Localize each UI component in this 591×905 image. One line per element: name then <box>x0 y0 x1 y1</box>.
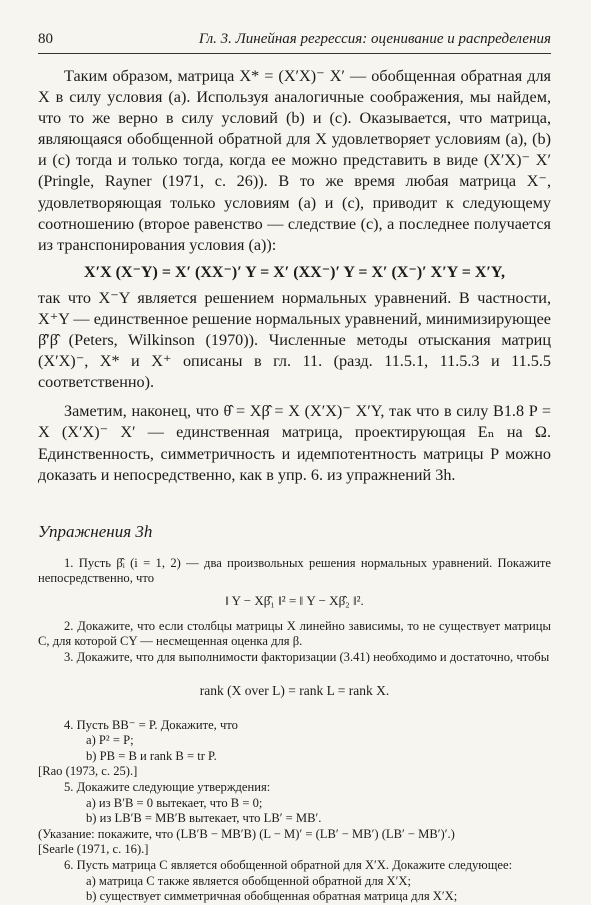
exercise-4: 4. Пусть BB⁻ = P. Докажите, что <box>64 717 238 732</box>
page-header <box>38 31 551 51</box>
exercise-6: 6. Пусть матрица C является обобщенной обратной для X′X. Докажите следующее: <box>64 858 513 872</box>
exercise-4-reference: [Rao (1973, с. 25).] <box>38 764 138 779</box>
exercise-1: 1. Пусть β̂ᵢ (i = 1, 2) — два произвольных решения нормальных уравнений. Покажите непосредственно, что <box>38 555 551 586</box>
page-body <box>38 66 551 905</box>
exercise-5: 5. Докажите следующие утверждения: <box>64 780 271 795</box>
formula-normal-equations: X′X (X⁻Y) = X′ (XX⁻)′ Y = X′ (XX⁻)′ Y = X′ (X⁻)′ X′Y = X′Y, <box>84 263 505 281</box>
exercise-1-formula: ‖ Y − Xβ̂₁ ‖² = ‖ Y − Xβ̂₂ ‖². <box>225 592 364 608</box>
exercise-6b: b) существует симметричная обобщенная обратная матрица для X′X; <box>86 889 458 904</box>
exercise-2: 2. Докажите, что если столбцы матрицы X линейно зависимы, то не существует матрицы C, для которой CY — несмещенная оценка для β. <box>38 618 551 649</box>
exercise-3: 3. Докажите, что для выполнимости факторизации (3.41) необходимо и достаточно, чтобы <box>64 650 550 665</box>
exercise-6a: a) матрица C также является обобщенной обратной для X′X; <box>86 873 411 888</box>
exercise-5-reference: [Searle (1971, с. 16).] <box>38 842 149 857</box>
exercise-3-formula: rank (X over L) = rank L = rank X. <box>199 682 390 698</box>
exercise-5b: b) из LB′B = MB′B вытекает, что LB′ = MB′. <box>86 811 322 826</box>
exercise-5a: a) из B′B = 0 вытекает, что B = 0; <box>86 795 263 810</box>
paragraph-1: Таким образом, матрица X* = (X′X)⁻ X′ — обобщенная обратная для X в силу условия (a). Используя аналогичные соображения, мы найдем, что то же верно в силу условий (b) и (c). Оказывается, что матрица, являющаяся обобщенной обратной для X удовлетворяет условиям (a), (b) и (c) тогда и только тогда, когда ее можно представить в виде (X′X)⁻ X′ (Pringle, Rayner (1971, с. 26)). В то же время любая матрица X⁻, удовлетворяющая только условиям (a) и (c), приводит к следующему соотношению (второе равенство — следствие (c), а последнее получается из транспонирования условия (a)): <box>38 67 551 254</box>
exercise-4a: a) P² = P; <box>86 733 134 748</box>
exercise-5-hint: (Указание: покажите, что (LB′B − MB′B) (L − M)′ = (LB′ − MB′) (LB′ − MB′)′.) <box>38 826 455 841</box>
exercise-4b: b) PB = B и rank B = tr P. <box>86 748 217 763</box>
running-title: Гл. 3. Линейная регрессия: оценивание и распределения <box>198 31 551 47</box>
paragraph-3: Заметим, наконец, что θ̂ = Xβ̂ = X (X′X)⁻ X′Y, так что в силу B1.8 P = X (X′X)⁻ X′ — единственная матрица, проектирующая Eₙ на Ω. Единственность, симметричность и идемпотентность матрицы P можно доказать и непосредственно, как в упр. 6. из упражнений 3h. <box>38 402 551 484</box>
paragraph-2: так что X⁻Y является решением нормальных уравнений. В частности, X⁺Y — единственное решение нормальных уравнений, минимизирующее β̂′β̂ (Peters, Wilkinson (1970)). Численные методы отыскания матриц (X′X)⁻, X* и X⁺ описаны в гл. 11. (разд. 11.5.1, 11.5.3 и 11.5.5 соответственно). <box>38 288 551 392</box>
header-rule <box>38 53 551 54</box>
section-title: Упражнения 3h <box>38 521 153 541</box>
page-number: 80 <box>38 31 53 47</box>
